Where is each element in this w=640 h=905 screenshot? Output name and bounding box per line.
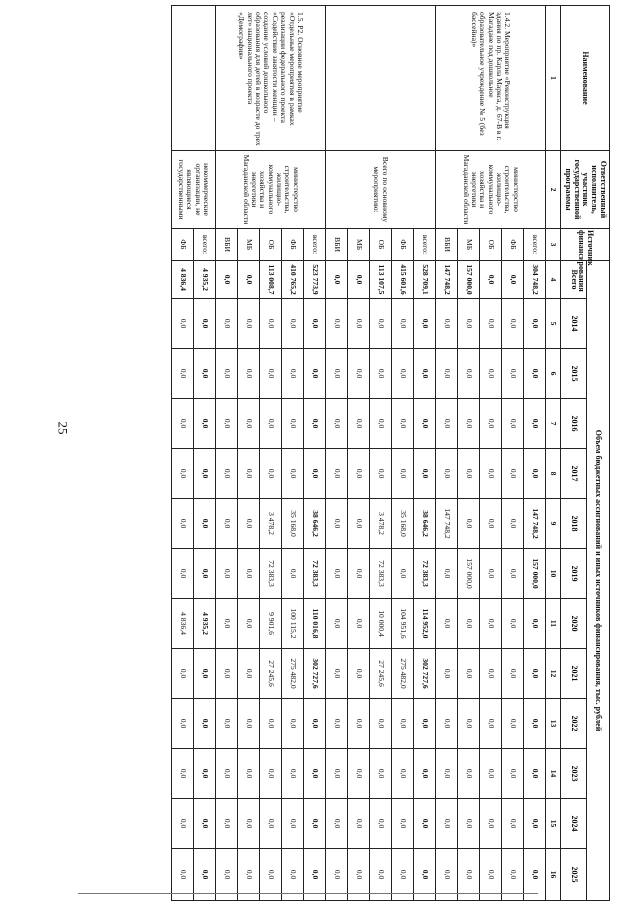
amount-cell: 0,0: [304, 849, 326, 901]
amount-cell: 0,0: [348, 499, 370, 549]
header-year: 2017: [561, 449, 587, 499]
scan-edge-line: [78, 893, 538, 894]
amount-cell: 0,0: [480, 261, 502, 299]
amount-cell: 0,0: [260, 299, 282, 349]
amount-cell: 0,0: [502, 699, 524, 749]
amount-cell: 3 478,2: [370, 499, 392, 549]
amount-cell: 0,0: [502, 599, 524, 649]
program-item-name: 1.4.2. Мероприятие «Реконструкция здания по пр. Карла Маркса, д. 67-В в г. Магадане под дошкольное образовательное учреждение № 5 (без бассейна)»: [436, 6, 546, 151]
header-volume: Объем бюджетных ассигнований и иных источников финансирования, тыс. рублей: [587, 261, 610, 901]
amount-cell: 38 646,2: [304, 499, 326, 549]
amount-cell: 0,0: [502, 449, 524, 499]
column-index: 7: [546, 399, 561, 449]
amount-cell: 0,0: [216, 399, 238, 449]
page-number: 25: [55, 421, 71, 435]
column-index: 15: [546, 799, 561, 849]
amount-cell: 0,0: [414, 699, 436, 749]
column-index: 2: [546, 151, 561, 229]
amount-cell: 0,0: [414, 399, 436, 449]
amount-cell: 0,0: [216, 849, 238, 901]
amount-cell: 0,0: [436, 849, 458, 901]
amount-cell: 0,0: [480, 649, 502, 699]
amount-cell: 0,0: [370, 699, 392, 749]
financing-source: ОБ: [370, 229, 392, 261]
amount-cell: 0,0: [480, 699, 502, 749]
amount-cell: 0,0: [194, 499, 216, 549]
amount-cell: 0,0: [172, 349, 194, 399]
financing-source: всего:: [194, 229, 216, 261]
amount-cell: 0,0: [216, 299, 238, 349]
amount-cell: 0,0: [348, 849, 370, 901]
amount-cell: 0,0: [216, 749, 238, 799]
column-index: 13: [546, 699, 561, 749]
amount-cell: 0,0: [414, 799, 436, 849]
program-item-name: [172, 6, 216, 151]
amount-cell: 0,0: [238, 261, 260, 299]
amount-cell: 72 383,3: [414, 549, 436, 599]
amount-cell: 0,0: [348, 749, 370, 799]
amount-cell: 0,0: [172, 649, 194, 699]
amount-cell: 528 709,1: [414, 261, 436, 299]
amount-cell: 4 836,4: [172, 599, 194, 649]
amount-cell: 9 901,6: [260, 599, 282, 649]
amount-cell: 0,0: [392, 749, 414, 799]
amount-cell: 0,0: [216, 549, 238, 599]
amount-cell: 0,0: [260, 399, 282, 449]
amount-cell: 0,0: [326, 499, 348, 549]
amount-cell: 0,0: [458, 699, 480, 749]
amount-cell: 0,0: [216, 799, 238, 849]
amount-cell: 0,0: [392, 799, 414, 849]
financing-source: ФБ: [502, 229, 524, 261]
amount-cell: 0,0: [216, 599, 238, 649]
amount-cell: 0,0: [194, 449, 216, 499]
amount-cell: 523 773,9: [304, 261, 326, 299]
column-index: 1: [546, 6, 561, 151]
amount-cell: 0,0: [502, 499, 524, 549]
financing-source: всего:: [414, 229, 436, 261]
amount-cell: 0,0: [216, 699, 238, 749]
amount-cell: 0,0: [480, 399, 502, 449]
amount-cell: 0,0: [304, 299, 326, 349]
amount-cell: 3 478,2: [260, 499, 282, 549]
amount-cell: 0,0: [238, 799, 260, 849]
amount-cell: 0,0: [172, 749, 194, 799]
header-year: 2020: [561, 599, 587, 649]
program-executor: министерство строительства, жилищно-коммунального хозяйства и энергетики Магаданской области: [436, 151, 546, 229]
amount-cell: 415 601,6: [392, 261, 414, 299]
amount-cell: 0,0: [260, 349, 282, 399]
amount-cell: 0,0: [194, 649, 216, 699]
amount-cell: 0,0: [326, 799, 348, 849]
amount-cell: 0,0: [436, 599, 458, 649]
amount-cell: 4 935,2: [194, 599, 216, 649]
amount-cell: 0,0: [282, 449, 304, 499]
amount-cell: 0,0: [326, 449, 348, 499]
program-item-name: [326, 6, 436, 151]
header-name: Наименование: [561, 6, 610, 151]
amount-cell: 0,0: [458, 349, 480, 399]
amount-cell: 0,0: [480, 599, 502, 649]
amount-cell: 72 383,3: [304, 549, 326, 599]
amount-cell: 4 836,4: [172, 261, 194, 299]
amount-cell: 104 951,6: [392, 599, 414, 649]
amount-cell: 27 245,6: [260, 649, 282, 699]
amount-cell: 0,0: [282, 549, 304, 599]
amount-cell: 0,0: [436, 749, 458, 799]
amount-cell: 100 115,2: [282, 599, 304, 649]
amount-cell: 0,0: [436, 349, 458, 399]
amount-cell: 147 748,2: [524, 499, 546, 549]
amount-cell: 0,0: [480, 749, 502, 799]
financing-source: ФБ: [282, 229, 304, 261]
amount-cell: 302 727,6: [304, 649, 326, 699]
amount-cell: 0,0: [326, 849, 348, 901]
header-year: 2023: [561, 749, 587, 799]
column-index: 16: [546, 849, 561, 901]
amount-cell: 0,0: [238, 449, 260, 499]
program-executor: некоммерческие организации, не являющиеся государственными: [172, 151, 216, 229]
header-year: 2021: [561, 649, 587, 699]
amount-cell: 0,0: [392, 699, 414, 749]
amount-cell: 0,0: [216, 499, 238, 549]
amount-cell: 0,0: [194, 749, 216, 799]
header-year: 2019: [561, 549, 587, 599]
amount-cell: 0,0: [524, 799, 546, 849]
amount-cell: 114 952,0: [414, 599, 436, 649]
amount-cell: 0,0: [370, 449, 392, 499]
amount-cell: 0,0: [238, 349, 260, 399]
amount-cell: 72 383,3: [260, 549, 282, 599]
amount-cell: 0,0: [458, 399, 480, 449]
column-index: 11: [546, 599, 561, 649]
amount-cell: 0,0: [414, 449, 436, 499]
amount-cell: 0,0: [326, 749, 348, 799]
amount-cell: 0,0: [458, 299, 480, 349]
amount-cell: 0,0: [194, 849, 216, 901]
financing-source: всего:: [304, 229, 326, 261]
amount-cell: 0,0: [304, 349, 326, 399]
program-item-name: 1.5. P2. Основное мероприятие «Отдельные мероприятия в рамках реализации федерального проекта «Содействие занятости женщин – создание условий дошкольного образования для детей в возрасте до трех лет» национального проекта «Демография»: [216, 6, 326, 151]
amount-cell: 0,0: [524, 699, 546, 749]
amount-cell: 0,0: [326, 261, 348, 299]
amount-cell: 0,0: [194, 399, 216, 449]
financing-source: ОБ: [260, 229, 282, 261]
amount-cell: 304 748,2: [524, 261, 546, 299]
financing-table: [171, 5, 610, 901]
amount-cell: 35 168,0: [392, 499, 414, 549]
amount-cell: 0,0: [238, 499, 260, 549]
amount-cell: 0,0: [502, 849, 524, 901]
financing-source: ФБ: [172, 229, 194, 261]
amount-cell: 0,0: [502, 749, 524, 799]
amount-cell: 0,0: [326, 699, 348, 749]
amount-cell: 4 935,2: [194, 261, 216, 299]
column-index: 14: [546, 749, 561, 799]
amount-cell: 0,0: [304, 799, 326, 849]
amount-cell: 0,0: [392, 449, 414, 499]
amount-cell: 0,0: [524, 749, 546, 799]
amount-cell: 113 008,7: [260, 261, 282, 299]
amount-cell: 0,0: [326, 299, 348, 349]
amount-cell: 0,0: [282, 749, 304, 799]
amount-cell: 72 383,3: [370, 549, 392, 599]
amount-cell: 0,0: [282, 699, 304, 749]
header-year: 2022: [561, 699, 587, 749]
amount-cell: 0,0: [238, 699, 260, 749]
header-year: 2018: [561, 499, 587, 549]
amount-cell: 0,0: [172, 699, 194, 749]
amount-cell: 0,0: [502, 649, 524, 699]
amount-cell: 0,0: [282, 799, 304, 849]
amount-cell: 0,0: [502, 549, 524, 599]
amount-cell: 0,0: [414, 299, 436, 349]
amount-cell: 0,0: [194, 299, 216, 349]
amount-cell: 147 748,2: [436, 261, 458, 299]
header-total: Всего: [561, 261, 587, 299]
column-index: 8: [546, 449, 561, 499]
amount-cell: 0,0: [392, 549, 414, 599]
amount-cell: 0,0: [458, 649, 480, 699]
amount-cell: 0,0: [348, 649, 370, 699]
table-row: [414, 6, 436, 901]
amount-cell: 0,0: [216, 261, 238, 299]
amount-cell: 147 748,2: [436, 499, 458, 549]
amount-cell: 275 482,0: [282, 649, 304, 699]
amount-cell: 0,0: [480, 349, 502, 399]
amount-cell: 0,0: [326, 599, 348, 649]
amount-cell: 157 000,0: [458, 549, 480, 599]
amount-cell: 0,0: [194, 799, 216, 849]
amount-cell: 157 000,0: [524, 549, 546, 599]
amount-cell: 0,0: [458, 799, 480, 849]
column-index: 4: [546, 261, 561, 299]
amount-cell: 0,0: [348, 299, 370, 349]
amount-cell: 0,0: [480, 549, 502, 599]
amount-cell: 0,0: [348, 349, 370, 399]
amount-cell: 0,0: [436, 399, 458, 449]
amount-cell: 0,0: [326, 649, 348, 699]
amount-cell: 0,0: [414, 749, 436, 799]
amount-cell: 0,0: [392, 349, 414, 399]
amount-cell: 0,0: [392, 299, 414, 349]
amount-cell: 38 646,2: [414, 499, 436, 549]
amount-cell: 0,0: [502, 399, 524, 449]
rotated-page: [60, 0, 620, 905]
amount-cell: 0,0: [436, 699, 458, 749]
amount-cell: 0,0: [524, 849, 546, 901]
header-executor: Ответственный исполнитель, участник государственной программы: [561, 151, 610, 229]
amount-cell: 0,0: [348, 449, 370, 499]
header-year: 2025: [561, 849, 587, 901]
amount-cell: 0,0: [524, 599, 546, 649]
amount-cell: 0,0: [304, 449, 326, 499]
amount-cell: 0,0: [172, 399, 194, 449]
amount-cell: 0,0: [458, 449, 480, 499]
amount-cell: 0,0: [502, 799, 524, 849]
amount-cell: 0,0: [370, 299, 392, 349]
financing-source: ОБ: [480, 229, 502, 261]
amount-cell: 0,0: [260, 699, 282, 749]
amount-cell: 0,0: [524, 299, 546, 349]
amount-cell: 0,0: [458, 749, 480, 799]
amount-cell: 0,0: [502, 261, 524, 299]
program-executor: Всего по основному мероприятию:: [326, 151, 436, 229]
amount-cell: 0,0: [480, 499, 502, 549]
amount-cell: 0,0: [480, 799, 502, 849]
amount-cell: 0,0: [238, 299, 260, 349]
amount-cell: 0,0: [524, 649, 546, 699]
amount-cell: 0,0: [260, 749, 282, 799]
amount-cell: 0,0: [348, 599, 370, 649]
column-index: 12: [546, 649, 561, 699]
header-year: 2014: [561, 299, 587, 349]
amount-cell: 0,0: [502, 349, 524, 399]
header-source: Источник финансирования: [561, 229, 610, 261]
amount-cell: 0,0: [348, 549, 370, 599]
amount-cell: 0,0: [260, 449, 282, 499]
table-row: [194, 6, 216, 901]
column-index: 10: [546, 549, 561, 599]
header-year: 2016: [561, 399, 587, 449]
amount-cell: 0,0: [172, 299, 194, 349]
amount-cell: 0,0: [172, 849, 194, 901]
amount-cell: 0,0: [216, 649, 238, 699]
amount-cell: 0,0: [524, 449, 546, 499]
amount-cell: 0,0: [172, 499, 194, 549]
amount-cell: 0,0: [282, 299, 304, 349]
amount-cell: 10 000,4: [370, 599, 392, 649]
amount-cell: 0,0: [282, 849, 304, 901]
column-index: 3: [546, 229, 561, 261]
amount-cell: 275 482,0: [392, 649, 414, 699]
amount-cell: 0,0: [238, 549, 260, 599]
amount-cell: 35 168,0: [282, 499, 304, 549]
amount-cell: 0,0: [392, 849, 414, 901]
header-year: 2015: [561, 349, 587, 399]
amount-cell: 27 245,6: [370, 649, 392, 699]
amount-cell: 0,0: [238, 749, 260, 799]
amount-cell: 0,0: [414, 849, 436, 901]
column-index: 6: [546, 349, 561, 399]
amount-cell: 0,0: [436, 449, 458, 499]
amount-cell: 0,0: [172, 449, 194, 499]
amount-cell: 0,0: [370, 399, 392, 449]
amount-cell: 0,0: [326, 349, 348, 399]
financing-source: ФБ: [392, 229, 414, 261]
amount-cell: 0,0: [326, 399, 348, 449]
amount-cell: 113 107,5: [370, 261, 392, 299]
amount-cell: 0,0: [436, 799, 458, 849]
amount-cell: 0,0: [326, 549, 348, 599]
amount-cell: 0,0: [238, 849, 260, 901]
amount-cell: 0,0: [260, 799, 282, 849]
amount-cell: 0,0: [414, 349, 436, 399]
amount-cell: 0,0: [458, 849, 480, 901]
amount-cell: 0,0: [370, 799, 392, 849]
amount-cell: 0,0: [370, 849, 392, 901]
header-year: 2024: [561, 799, 587, 849]
table-row: [524, 6, 546, 901]
amount-cell: 0,0: [348, 699, 370, 749]
amount-cell: 0,0: [436, 649, 458, 699]
amount-cell: 302 727,6: [414, 649, 436, 699]
financing-source: ВБИ: [216, 229, 238, 261]
table-row: [304, 6, 326, 901]
financing-source: ВБИ: [436, 229, 458, 261]
amount-cell: 0,0: [304, 699, 326, 749]
amount-cell: 0,0: [304, 749, 326, 799]
amount-cell: 0,0: [172, 549, 194, 599]
financing-source: МБ: [458, 229, 480, 261]
amount-cell: 0,0: [260, 849, 282, 901]
amount-cell: 0,0: [194, 699, 216, 749]
amount-cell: 0,0: [238, 649, 260, 699]
amount-cell: 0,0: [216, 349, 238, 399]
amount-cell: 0,0: [524, 399, 546, 449]
amount-cell: 0,0: [392, 399, 414, 449]
amount-cell: 0,0: [480, 449, 502, 499]
amount-cell: 410 765,2: [282, 261, 304, 299]
amount-cell: 0,0: [458, 499, 480, 549]
column-index: 9: [546, 499, 561, 549]
amount-cell: 0,0: [348, 261, 370, 299]
amount-cell: 0,0: [282, 349, 304, 399]
amount-cell: 0,0: [238, 399, 260, 449]
program-executor: министерство строительства, жилищно-коммунального хозяйства и энергетики Магаданской области: [216, 151, 326, 229]
amount-cell: 0,0: [348, 399, 370, 449]
amount-cell: 0,0: [436, 549, 458, 599]
financing-source: ВБИ: [326, 229, 348, 261]
amount-cell: 0,0: [480, 849, 502, 901]
amount-cell: 0,0: [194, 349, 216, 399]
amount-cell: 0,0: [524, 349, 546, 399]
amount-cell: 0,0: [216, 449, 238, 499]
amount-cell: 110 016,8: [304, 599, 326, 649]
amount-cell: 0,0: [502, 299, 524, 349]
amount-cell: 0,0: [458, 599, 480, 649]
amount-cell: 157 000,0: [458, 261, 480, 299]
amount-cell: 0,0: [370, 349, 392, 399]
amount-cell: 0,0: [194, 549, 216, 599]
financing-source: МБ: [238, 229, 260, 261]
amount-cell: 0,0: [348, 799, 370, 849]
column-index: 5: [546, 299, 561, 349]
amount-cell: 0,0: [172, 799, 194, 849]
amount-cell: 0,0: [282, 399, 304, 449]
amount-cell: 0,0: [480, 299, 502, 349]
financing-source: всего:: [524, 229, 546, 261]
amount-cell: 0,0: [304, 399, 326, 449]
financing-source: МБ: [348, 229, 370, 261]
amount-cell: 0,0: [370, 749, 392, 799]
amount-cell: 0,0: [436, 299, 458, 349]
amount-cell: 0,0: [238, 599, 260, 649]
